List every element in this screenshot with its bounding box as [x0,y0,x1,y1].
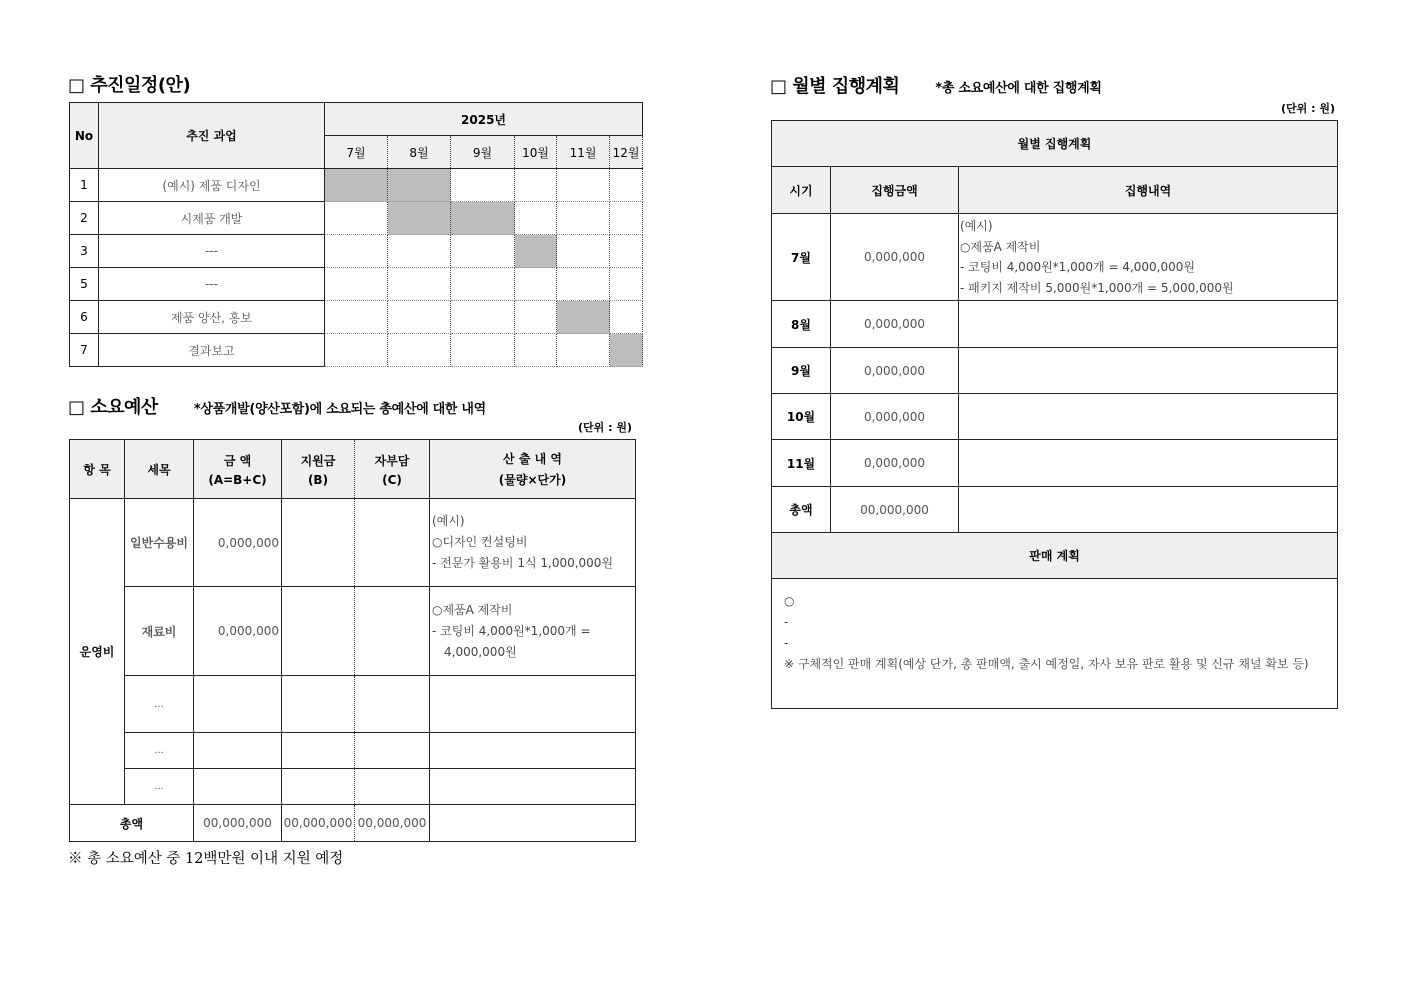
monthly-amount: 0,000,000 [831,440,959,487]
schedule-month-header: 7월 [325,136,388,169]
schedule-row-no: 7 [70,334,99,367]
schedule-empty-cell [610,169,643,202]
schedule-month-header: 11월 [557,136,610,169]
schedule-row-no: 2 [70,202,99,235]
budget-self [355,769,430,805]
schedule-month-header: 12월 [610,136,643,169]
schedule-empty-cell [557,268,610,301]
budget-support [282,587,355,676]
budget-self [355,676,430,733]
budget-amount [194,769,282,805]
budget-amount: 0,000,000 [194,499,282,587]
schedule-row [70,268,643,301]
schedule-title-text: □ 추진일정(안) [68,75,191,96]
schedule-row-task: 결과보고 [99,334,325,367]
monthly-total-amount: 00,000,000 [831,487,959,533]
budget-header-calc [430,440,636,499]
monthly-detail [959,394,1338,440]
schedule-bar-cell [325,169,388,202]
monthly-detail [959,348,1338,394]
schedule-row [70,169,643,202]
sales-plan-line: - [784,636,789,650]
budget-calc-line: ○제품A 제작비 [432,602,513,617]
budget-calc-line: 4,000,000원 [444,644,517,659]
budget-calc [430,733,636,769]
monthly-period: 9월 [772,348,831,394]
monthly-amount: 0,000,000 [831,214,959,301]
schedule-table [69,102,643,367]
schedule-empty-cell [451,268,515,301]
schedule-bar-cell [610,334,643,367]
sales-plan [772,579,1338,709]
monthly-unit: (단위 : 원) [1281,102,1335,115]
sales-plan-line: - [784,615,789,629]
schedule-header-task: 추진 과업 [99,103,325,169]
monthly-amount: 0,000,000 [831,394,959,440]
schedule-bar-cell [515,235,557,268]
budget-detail: 재료비 [125,587,194,676]
budget-detail: 일반수용비 [125,499,194,587]
schedule-empty-cell [610,235,643,268]
budget-calc-line: - 전문가 활용비 1식 1,000,000원 [432,556,614,570]
schedule-row-task: --- [99,235,325,268]
budget-subtitle: *상품개발(양산포함)에 소요되는 총예산에 대한 내역 [193,402,486,417]
budget-header-support [282,440,355,499]
schedule-row-task: (예시) 제품 디자인 [99,169,325,202]
budget-total-amount: 00,000,000 [194,805,282,842]
schedule-empty-cell [557,202,610,235]
schedule-month-header: 8월 [388,136,451,169]
schedule-empty-cell [515,268,557,301]
budget-header-self-sub: (C) [382,472,402,487]
budget-detail: ... [125,733,194,769]
budget-header-support-label: 지원금 [300,453,336,468]
schedule-title [68,71,190,97]
monthly-period: 10월 [772,394,831,440]
schedule-empty-cell [515,334,557,367]
budget-footnote: ※ 총 소요예산 중 12백만원 이내 지원 예정 [68,851,344,867]
schedule-row-no: 3 [70,235,99,268]
monthly-detail [959,214,1338,301]
budget-support [282,676,355,733]
budget-category: 운영비 [70,499,125,805]
budget-support [282,499,355,587]
schedule-empty-cell [388,301,451,334]
budget-support [282,769,355,805]
budget-amount [194,733,282,769]
schedule-bar-cell [388,202,451,235]
budget-table [69,439,636,842]
monthly-period: 7월 [772,214,831,301]
budget-title-text: □ 소요예산 [68,397,158,418]
schedule-empty-cell [388,268,451,301]
schedule-empty-cell [451,235,515,268]
monthly-table [771,120,1338,709]
schedule-empty-cell [388,334,451,367]
budget-amount [194,676,282,733]
budget-total-support: 00,000,000 [282,805,355,842]
monthly-col-amount: 집행금액 [831,167,959,214]
schedule-empty-cell [515,169,557,202]
budget-calc-line: ○디자인 컨설팅비 [432,535,528,549]
schedule-row-task: --- [99,268,325,301]
monthly-col-period: 시기 [772,167,831,214]
budget-self [355,499,430,587]
monthly-detail-line: ○제품A 제작비 [960,239,1041,254]
schedule-empty-cell [451,334,515,367]
monthly-header: 월별 집행계획 [772,121,1338,167]
schedule-bar-cell [451,202,515,235]
budget-calc [430,769,636,805]
schedule-row [70,301,643,334]
sales-plan-line: ○ [784,594,795,608]
budget-calc [430,499,636,587]
monthly-amount: 0,000,000 [831,348,959,394]
budget-calc [430,587,636,676]
monthly-detail-line: - 코팅비 4,000원*1,000개 = 4,000,000원 [960,260,1195,274]
sales-plan-note: ※ 구체적인 판매 계획(예상 단가, 총 판매액, 출시 예정일, 자사 보유 판로 활용 및 신규 채널 확보 등) [784,657,1309,671]
monthly-detail [959,301,1338,348]
schedule-header-no: No [70,103,99,169]
budget-header-detail: 세목 [125,440,194,499]
monthly-total-detail [959,487,1338,533]
budget-total-calc [430,805,636,842]
budget-detail: ... [125,769,194,805]
schedule-empty-cell [451,301,515,334]
monthly-title [770,72,1102,98]
budget-header-item: 항 목 [70,440,125,499]
budget-total-label: 총액 [70,805,194,842]
budget-calc-line: (예시) [432,514,465,528]
monthly-amount: 0,000,000 [831,301,959,348]
monthly-detail-line: (예시) [960,219,993,233]
budget-header-self-label: 자부담 [374,453,410,468]
monthly-col-detail: 집행내역 [959,167,1338,214]
schedule-empty-cell [610,301,643,334]
monthly-period: 8월 [772,301,831,348]
schedule-header-year: 2025년 [325,103,643,136]
budget-total-self: 00,000,000 [355,805,430,842]
budget-calc-line: - 코팅비 4,000원*1,000개 = [432,623,591,638]
budget-header-self [355,440,430,499]
monthly-total-label: 총액 [772,487,831,533]
schedule-empty-cell [515,301,557,334]
schedule-empty-cell [451,169,515,202]
schedule-row [70,202,643,235]
schedule-row [70,235,643,268]
schedule-month-header: 9월 [451,136,515,169]
schedule-empty-cell [557,334,610,367]
schedule-empty-cell [515,202,557,235]
schedule-month-header: 10월 [515,136,557,169]
schedule-bar-cell [557,301,610,334]
monthly-detail [959,440,1338,487]
schedule-empty-cell [610,202,643,235]
budget-amount: 0,000,000 [194,587,282,676]
budget-header-calc-label: 산 출 내 역 [503,452,562,466]
sales-header: 판매 계획 [772,533,1338,579]
monthly-subtitle: *총 소요예산에 대한 집행계획 [935,81,1102,96]
budget-header-support-sub: (B) [307,472,329,487]
schedule-body [70,169,643,367]
schedule-row-no: 5 [70,268,99,301]
schedule-bar-cell [388,169,451,202]
budget-header-amount-sub: (A=B+C) [208,472,267,487]
schedule-empty-cell [557,169,610,202]
schedule-row-no: 6 [70,301,99,334]
budget-header-amount-label: 금 액 [223,453,252,468]
budget-title [68,393,486,419]
budget-header-calc-sub: (물량×단가) [498,473,567,487]
schedule-empty-cell [325,334,388,367]
schedule-row-task: 시제품 개발 [99,202,325,235]
budget-header-amount [194,440,282,499]
budget-unit: (단위 : 원) [578,421,632,434]
monthly-period: 11월 [772,440,831,487]
budget-calc [430,676,636,733]
schedule-empty-cell [388,235,451,268]
schedule-empty-cell [325,268,388,301]
budget-support [282,733,355,769]
monthly-title-text: □ 월별 집행계획 [770,76,900,97]
budget-detail: ... [125,676,194,733]
schedule-row [70,334,643,367]
schedule-empty-cell [325,301,388,334]
budget-self [355,587,430,676]
schedule-empty-cell [557,235,610,268]
monthly-detail-line: - 패키지 제작비 5,000원*1,000개 = 5,000,000원 [960,280,1234,295]
schedule-empty-cell [325,202,388,235]
budget-self [355,733,430,769]
schedule-empty-cell [325,235,388,268]
schedule-empty-cell [610,268,643,301]
schedule-row-task: 제품 양산, 홍보 [99,301,325,334]
schedule-row-no: 1 [70,169,99,202]
